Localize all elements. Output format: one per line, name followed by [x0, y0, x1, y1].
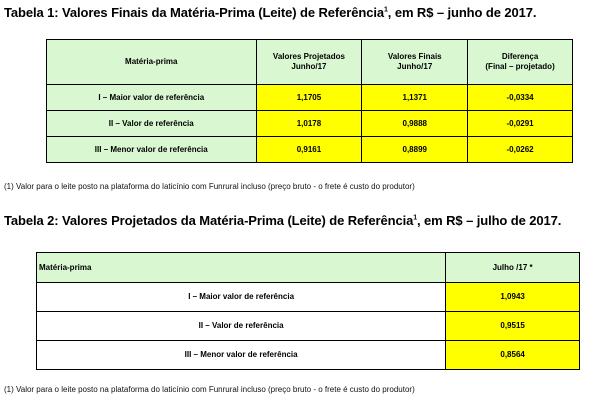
- cell-projetado: 0,9161: [256, 137, 362, 163]
- table1-title-suffix: , em R$ – junho de 2017.: [387, 5, 537, 20]
- table1-header-projetados-line2: Junho/17: [291, 62, 327, 71]
- table2-header-row: [37, 253, 580, 283]
- cell-projetado: 1,1705: [256, 85, 362, 111]
- table-row: [47, 111, 573, 137]
- table-row: [37, 341, 580, 370]
- table2-header-materia-prima: Matéria-prima: [37, 253, 446, 283]
- table1-title-sup: 1: [384, 6, 388, 14]
- cell-final: 1,1371: [362, 85, 468, 111]
- table2-footnote: (1) Valor para o leite posto na plataforma do laticínio com Funrural incluso (preço bruto - o frete é custo do produtor): [4, 385, 415, 394]
- table1-header-finais-line2: Junho/17: [397, 62, 433, 71]
- table2-title: [4, 213, 561, 228]
- table-row: [37, 312, 580, 341]
- cell-diferenca: -0,0291: [468, 111, 573, 137]
- cell-value: 1,0943: [446, 283, 580, 312]
- cell-final: 0,9888: [362, 111, 468, 137]
- table1: [46, 39, 573, 163]
- table1-header-row: [47, 40, 573, 85]
- table1-header-finais: [362, 40, 468, 85]
- cell-diferenca: -0,0334: [468, 85, 573, 111]
- row-label: III – Menor valor de referência: [37, 341, 446, 370]
- table-row: [47, 137, 573, 163]
- table-row: [37, 283, 580, 312]
- cell-value: 0,8564: [446, 341, 580, 370]
- cell-diferenca: -0,0262: [468, 137, 573, 163]
- table2: [36, 252, 580, 370]
- row-label: II – Valor de referência: [37, 312, 446, 341]
- cell-projetado: 1,0178: [256, 111, 362, 137]
- cell-value: 0,9515: [446, 312, 580, 341]
- table1-header-materia-prima: Matéria-prima: [47, 40, 257, 85]
- table1-header-diferenca: [468, 40, 573, 85]
- row-label: II – Valor de referência: [47, 111, 257, 137]
- row-label: III – Menor valor de referência: [47, 137, 257, 163]
- table2-title-text: Tabela 2: Valores Projetados da Matéria-Prima (Leite) de Referência: [4, 213, 414, 228]
- table1-title-text: Tabela 1: Valores Finais da Matéria-Prima (Leite) de Referência: [4, 5, 384, 20]
- table1-title: [4, 5, 536, 20]
- table1-footnote: (1) Valor para o leite posto na plataforma do laticínio com Funrural incluso (preço bruto - o frete é custo do produtor): [4, 182, 415, 191]
- row-label: I – Maior valor de referência: [37, 283, 446, 312]
- cell-final: 0,8899: [362, 137, 468, 163]
- row-label: I – Maior valor de referência: [47, 85, 257, 111]
- table1-header-diferenca-line2: (Final – projetado): [485, 62, 555, 71]
- table1-header-projetados: [256, 40, 362, 85]
- table2-title-suffix: , em R$ – julho de 2017.: [417, 213, 562, 228]
- table2-title-sup: 1: [413, 214, 418, 222]
- table1-header-finais-line1: Valores Finais: [387, 52, 442, 61]
- table-row: [47, 85, 573, 111]
- table1-header-projetados-line1: Valores Projetados: [272, 52, 345, 61]
- table1-header-diferenca-line1: Diferença: [501, 52, 539, 61]
- table2-header-julho: Julho /17 *: [446, 253, 580, 283]
